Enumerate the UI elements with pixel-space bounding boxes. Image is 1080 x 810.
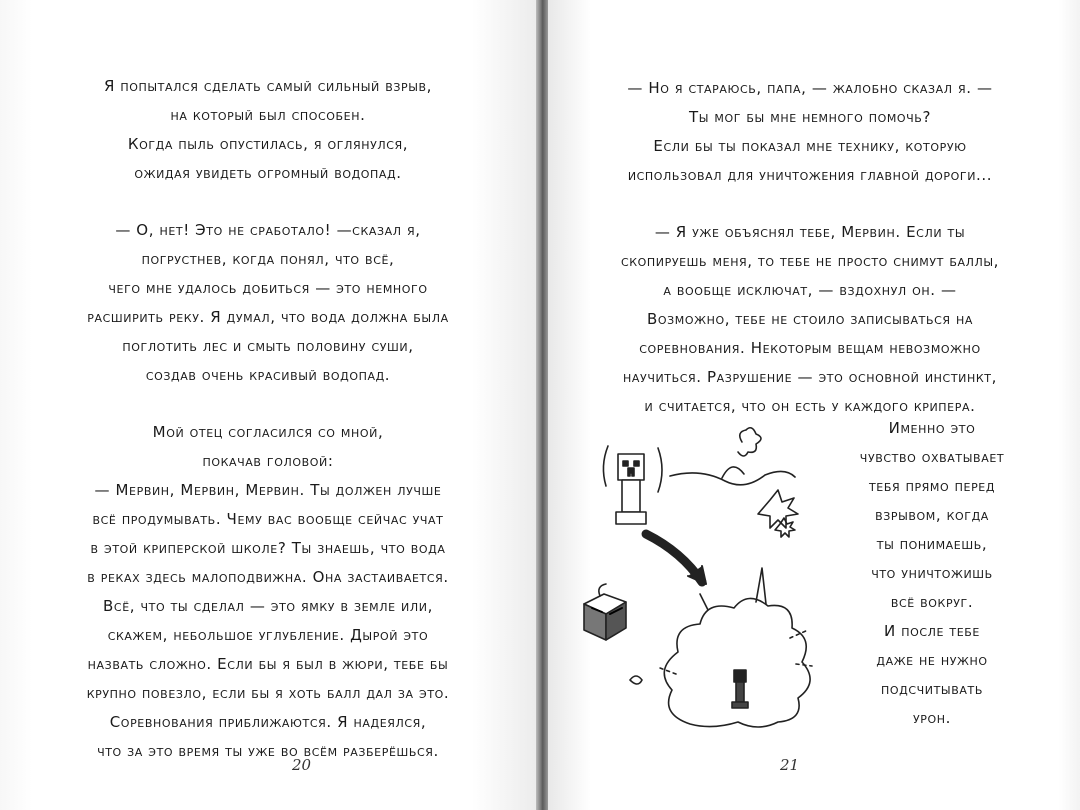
right-paragraph-1 [590,74,1030,190]
text-line: чего мне удалось добиться — это немного [108,279,428,297]
text-line: скопируешь меня, то тебе не просто снимут баллы, [620,252,1000,270]
page-number: 20 [292,756,312,774]
text-line: в этой криперской школе? Ты знаешь, что вода [90,539,446,557]
creeper-icon [603,446,662,524]
text-line: даже не нужно [876,651,988,669]
text-line: научиться. Разрушение — это основной инстинкт, [623,368,997,386]
text-line: в реках здесь малоподвижна. Она застаивается. [87,568,449,586]
text-line: Возможно, тебе не стоило записываться на [646,310,974,328]
text-line: что уничтожишь [871,564,993,582]
text-line: всё вокруг. [890,593,974,611]
text-line: а вообще исключат, — вздохнул он. — [663,281,957,299]
text-line: Я попытался сделать самый сильный взрыв, [103,77,433,95]
tnt-block-icon [584,584,626,640]
text-line: И после тебе [884,622,980,640]
right-side-text [844,414,1020,733]
text-line: — Но я стараюсь, папа, — жалобно сказал я. — [627,79,993,97]
text-line: — Мервин, Мервин, Мервин. Ты должен лучше [94,481,442,499]
text-line: урон. [912,709,952,727]
text-line: расширить реку. Я думал, что вода должна была [87,308,449,326]
text-line: покачав головой: [202,452,334,470]
left-page [0,0,536,810]
text-line: — Я уже объяснял тебе, Мервин. Если ты [654,223,966,241]
text-line: крупно повезло, если бы я хоть балл дал за это. [86,684,450,702]
text-line: поглотить лес и смыть половину суши, [122,337,414,355]
text-line: использовал для уничтожения главной дороги... [627,166,993,184]
text-line: взрывом, когда [875,506,989,524]
right-page [548,0,1080,810]
text-line: назвать сложно. Если бы я был в жюри, тебе бы [87,655,449,673]
text-line: что за это время ты уже во всём разберёшься. [97,742,439,760]
text-line: скажем, небольшое углубление. Дырой это [107,626,429,644]
left-paragraph-1 [60,72,476,188]
left-paragraph-2 [60,216,476,390]
text-line: погрустнев, когда понял, что всё, [141,250,395,268]
text-line: чувство охватывает [859,448,1005,466]
text-line: всё продумывать. Чему вас вообще сейчас учат [92,510,444,528]
text-line: Когда пыль опустилась, я оглянулся, [127,135,409,153]
text-line: Ты мог бы мне немного помочь? [688,108,932,126]
text-line: — О, нет! Это не сработало! —сказал я, [115,221,421,239]
text-line: соревнования. Некоторым вещам невозможно [639,339,981,357]
left-page-text [60,72,476,794]
right-page-text [590,74,1030,449]
text-line: ожидая увидеть огромный водопад. [134,164,402,182]
text-line: тебя прямо перед [868,477,996,495]
text-line: подсчитывать [881,680,983,698]
text-line: Всё, что ты сделал — это ямку в земле или, [103,597,433,615]
text-line: ты понимаешь, [876,535,988,553]
right-paragraph-2 [590,218,1030,421]
page-number: 21 [780,756,800,774]
text-line: Соревнования приближаются. Я надеялся, [109,713,427,731]
book-spine-gutter [536,0,548,810]
creeper-explosion-illustration [570,424,850,734]
text-line: Если бы ты показал мне технику, которую [653,137,967,155]
text-line: создав очень красивый водопад. [145,366,391,384]
text-line: на который был способен. [170,106,366,124]
text-line: и считается, что он есть у каждого крипера. [644,397,976,415]
left-paragraph-3 [60,418,476,766]
text-line: Именно это [888,419,976,437]
text-line: Мой отец согласился со мной, [152,423,384,441]
